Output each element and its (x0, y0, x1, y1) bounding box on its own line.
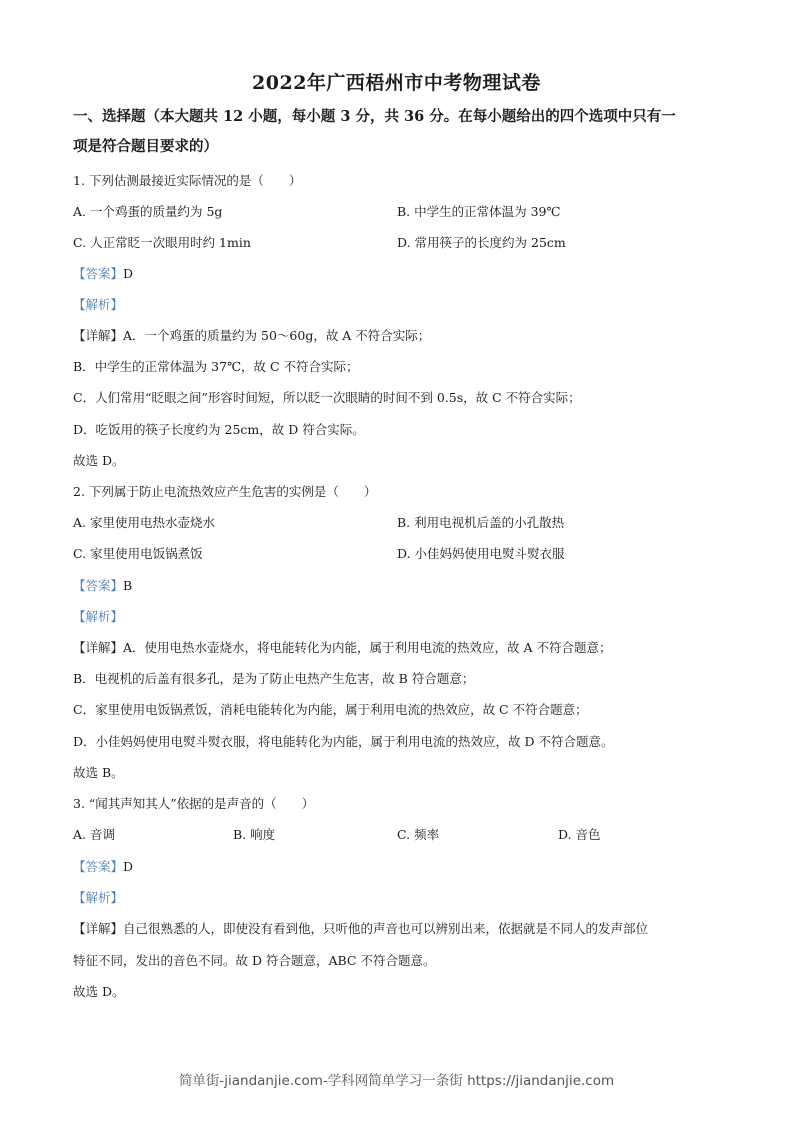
detail-text: B．中学生的正常体温为 37℃，故 C 不符合实际； (73, 359, 359, 374)
question-stem: 3. “闻其声知其人”依据的是声音的（ ） (73, 796, 315, 811)
detail-row (73, 920, 648, 938)
detail-text: 特征不同，发出的音色不同。故 D 符合题意，ABC 不符合题意。 (73, 953, 436, 968)
detail-text: 自己很熟悉的人，即使没有看到他，只听他的声音也可以辨别出来，依据就是不同人的发声部位 (123, 921, 649, 936)
section-heading-line1: 一、选择题（本大题共 12 小题，每小题 3 分，共 36 分。在每小题给出的四个选项中只有一 (73, 108, 676, 125)
section-heading (73, 102, 733, 162)
answer-label: 【答案】 (73, 859, 124, 874)
option-c: C. 家里使用电饭锅煮饭 (73, 546, 203, 561)
answer-value: B (123, 578, 133, 593)
answer-value: D (123, 266, 134, 281)
option-d: D. 小佳妈妈使用电熨斗熨衣服 (397, 546, 565, 561)
detail-label: 【详解】 (73, 328, 124, 343)
answer-value: D (123, 859, 134, 874)
option-b: B. 中学生的正常体温为 39℃ (397, 204, 561, 219)
detail-row (73, 327, 430, 345)
detail-text: B．电视机的后盖有很多孔，是为了防止电热产生危害，故 B 符合题意； (73, 671, 475, 686)
answer-row (73, 858, 133, 876)
detail-text: D．吃饭用的筷子长度约为 25cm，故 D 符合实际。 (73, 422, 365, 437)
option-d: D. 常用筷子的长度约为 25cm (397, 235, 566, 250)
answer-label: 【答案】 (73, 266, 124, 281)
option-d: D. 音色 (558, 827, 601, 842)
conclusion-text: 故选 D。 (73, 984, 125, 999)
detail-text: D．小佳妈妈使用电熨斗熨衣服，将电能转化为内能，属于利用电流的热效应，故 D 不符合题意。 (73, 734, 614, 749)
option-a: A. 一个鸡蛋的质量约为 5g (73, 204, 223, 219)
detail-text: C．家里使用电饭锅煮饭，消耗电能转化为内能，属于利用电流的热效应，故 C 不符合题意； (73, 702, 588, 717)
detail-text: C．人们常用“眨眼之间”形容时间短，所以眨一次眼睛的时间不到 0.5s，故 C 不符合实际； (73, 390, 581, 405)
detail-label: 【详解】 (73, 921, 124, 936)
answer-label: 【答案】 (73, 578, 124, 593)
analysis-label: 【解析】 (73, 890, 124, 905)
analysis-label: 【解析】 (73, 297, 124, 312)
conclusion-text: 故选 D。 (73, 453, 125, 468)
detail-label: 【详解】 (73, 640, 124, 655)
option-c: C. 频率 (397, 827, 440, 842)
answer-row (73, 577, 132, 595)
answer-row (73, 265, 133, 283)
section-heading-line2: 项是符合题目要求的） (73, 138, 218, 155)
page-title: 2022年广西梧州市中考物理试卷 (252, 72, 541, 94)
detail-text: A．一个鸡蛋的质量约为 50～60g，故 A 不符合实际； (123, 328, 431, 343)
option-b: B. 响度 (233, 827, 276, 842)
detail-text: A．使用电热水壶烧水，将电能转化为内能，属于利用电流的热效应，故 A 不符合题意； (123, 640, 612, 655)
option-a: A. 音调 (73, 827, 115, 842)
option-c: C. 人正常眨一次眼用时约 1min (73, 235, 251, 250)
detail-row (73, 639, 612, 657)
option-b: B. 利用电视机后盖的小孔散热 (397, 515, 565, 530)
option-a: A. 家里使用电热水壶烧水 (73, 515, 215, 530)
question-stem: 1. 下列估测最接近实际情况的是（ ） (73, 173, 302, 188)
analysis-label: 【解析】 (73, 609, 124, 624)
footer-watermark: 简单街-jiandanjie.com-学科网简单学习一条街 https://jiandanjie.com (178, 1073, 615, 1089)
conclusion-text: 故选 B。 (73, 765, 124, 780)
question-stem: 2. 下列属于防止电流热效应产生危害的实例是（ ） (73, 484, 377, 499)
